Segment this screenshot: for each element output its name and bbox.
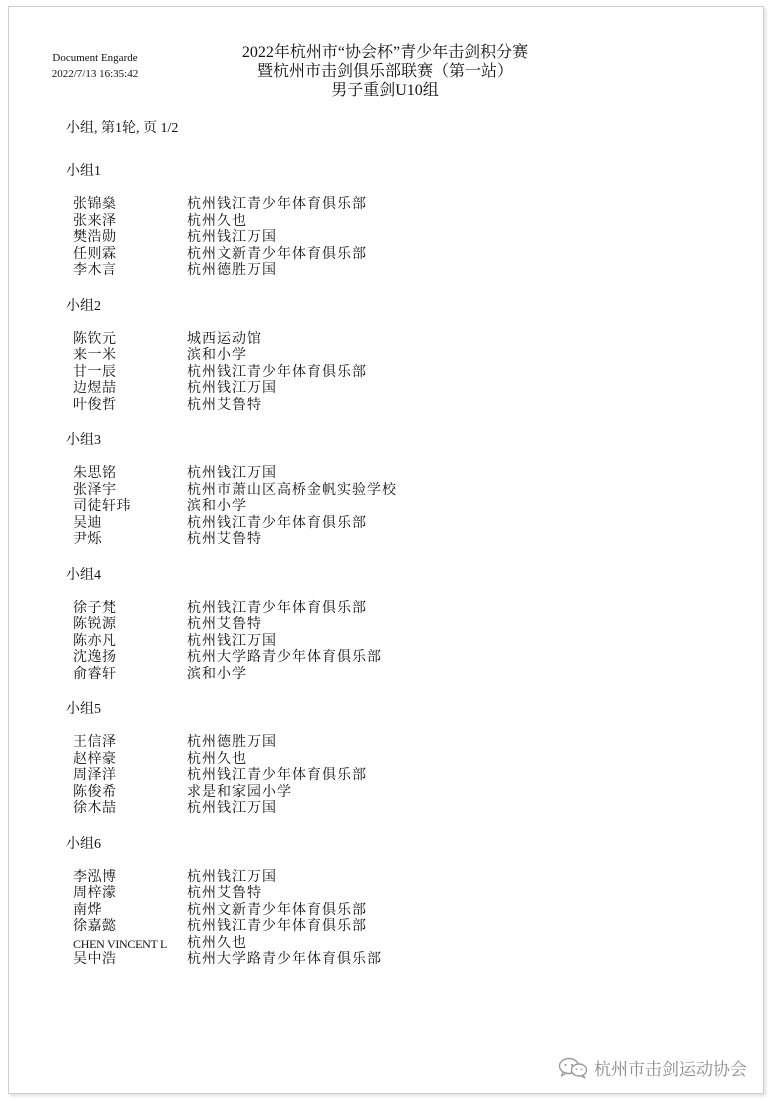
- fencer-row: [66, 601, 726, 618]
- fencer-club: 杭州大学路青少年体育俱乐部: [187, 952, 382, 967]
- fencer-row: [66, 263, 726, 280]
- fencer-name: 周泽洋: [73, 768, 117, 783]
- pool-group: [66, 163, 726, 280]
- fencer-name: 来一米: [73, 348, 117, 363]
- fencer-club: 城西运动馆: [187, 331, 262, 347]
- fencer-club: 杭州钱江青少年体育俱乐部: [187, 919, 367, 934]
- pool-list: [66, 163, 726, 987]
- fencer-row: [66, 936, 726, 953]
- pool-members: [66, 197, 726, 280]
- fencer-club: 杭州文新青少年体育俱乐部: [187, 246, 367, 262]
- fencer-row: [66, 903, 726, 920]
- fencer-club: 杭州德胜万国: [187, 735, 277, 750]
- fencer-club: 杭州市萧山区高桥金帆实验学校: [187, 482, 397, 498]
- fencer-row: [66, 735, 726, 752]
- fencer-name: CHEN VINCENT L: [73, 936, 168, 951]
- fencer-row: [66, 247, 726, 264]
- fencer-row: [66, 332, 726, 349]
- wechat-icon: [558, 1057, 588, 1079]
- fencer-row: [66, 617, 726, 634]
- fencer-club: 杭州艾鲁特: [187, 532, 262, 547]
- fencer-name: 吴迪: [73, 515, 102, 531]
- pool-group: [66, 567, 726, 684]
- fencer-row: [66, 650, 726, 667]
- fencer-name: 徐子梵: [73, 600, 117, 616]
- pool-title: 小组3: [66, 433, 101, 448]
- fencer-name: 俞睿轩: [73, 666, 117, 682]
- fencer-club: 杭州钱江万国: [187, 801, 277, 816]
- pool-title: 小组5: [66, 702, 101, 717]
- pool-group: [66, 701, 726, 818]
- fencer-row: [66, 870, 726, 887]
- fencer-name: 赵梓豪: [73, 751, 117, 767]
- fencer-row: [66, 230, 726, 247]
- fencer-row: [66, 752, 726, 769]
- pool-members: [66, 735, 726, 818]
- fencer-name: 朱思铭: [73, 466, 117, 481]
- document-meta: [40, 50, 150, 82]
- pool-title: 小组4: [66, 567, 101, 583]
- fencer-name: 任则霖: [73, 246, 117, 262]
- fencer-name: 樊浩勋: [73, 230, 117, 245]
- fencer-club: 杭州艾鲁特: [187, 886, 262, 901]
- fencer-row: [66, 886, 726, 903]
- pool-title: 小组6: [66, 836, 101, 852]
- pool-members: [66, 601, 726, 684]
- fencer-club: 滨和小学: [187, 348, 247, 363]
- fencer-club: 杭州久也: [187, 751, 247, 767]
- fencer-club: 杭州大学路青少年体育俱乐部: [187, 650, 382, 665]
- fencer-name: 吴中浩: [73, 952, 117, 967]
- fencer-club: 滨和小学: [187, 666, 247, 682]
- pool-members: [66, 466, 726, 549]
- fencer-name: 李木言: [73, 263, 117, 278]
- round-info: 小组, 第1轮, 页 1/2: [66, 121, 179, 136]
- fencer-club: 求是和家园小学: [187, 784, 292, 800]
- fencer-club: 杭州钱江万国: [187, 633, 277, 649]
- fencer-name: 李泓博: [73, 869, 117, 885]
- fencer-name: 张来泽: [73, 213, 117, 229]
- fencer-name: 陈亦凡: [73, 633, 117, 649]
- fencer-name: 沈逸扬: [73, 650, 117, 665]
- fencer-club: 杭州钱江万国: [187, 230, 277, 245]
- fencer-row: [66, 919, 726, 936]
- title-line-1: 2022年杭州市“协会杯”青少年击剑积分赛: [241, 44, 529, 61]
- fencer-row: [66, 768, 726, 785]
- fencer-club: 杭州久也: [187, 935, 247, 951]
- fencer-row: [66, 499, 726, 516]
- fencer-club: 杭州文新青少年体育俱乐部: [187, 902, 367, 918]
- fencer-name: 甘一辰: [73, 364, 117, 380]
- pool-members: [66, 332, 726, 415]
- fencer-row: [66, 348, 726, 365]
- document-title: [190, 43, 580, 100]
- fencer-name: 边煜喆: [73, 381, 117, 396]
- fencer-club: 杭州钱江青少年体育俱乐部: [187, 600, 367, 616]
- fencer-club: 杭州艾鲁特: [187, 397, 262, 413]
- fencer-club: 杭州钱江青少年体育俱乐部: [187, 197, 367, 212]
- watermark-text: 杭州市击剑运动协会: [594, 1060, 747, 1080]
- fencer-name: 张泽宇: [73, 482, 117, 498]
- fencer-name: 叶俊哲: [73, 397, 117, 413]
- fencer-club: 杭州钱江青少年体育俱乐部: [187, 364, 367, 380]
- title-line-3: 男子重剑U10组: [331, 82, 439, 99]
- pool-group: [66, 836, 726, 969]
- fencer-name: 周梓濛: [73, 886, 117, 901]
- pool-title: 小组2: [66, 298, 101, 314]
- fencer-row: [66, 365, 726, 382]
- fencer-row: [66, 197, 726, 214]
- pool-title: 小组1: [66, 164, 101, 179]
- fencer-row: [66, 516, 726, 533]
- pool-members: [66, 870, 726, 969]
- pool-group: [66, 298, 726, 415]
- fencer-row: [66, 466, 726, 483]
- fencer-name: 王信泽: [73, 735, 117, 750]
- fencer-name: 司徒轩玮: [73, 499, 131, 514]
- fencer-name: 徐木喆: [73, 801, 117, 816]
- fencer-name: 陈俊希: [73, 784, 117, 800]
- fencer-row: [66, 483, 726, 500]
- fencer-club: 杭州钱江万国: [187, 466, 277, 481]
- fencer-row: [66, 214, 726, 231]
- fencer-club: 杭州钱江青少年体育俱乐部: [187, 768, 367, 783]
- fencer-row: [66, 785, 726, 802]
- fencer-name: 徐嘉懿: [73, 919, 117, 934]
- pool-group: [66, 432, 726, 549]
- fencer-name: 尹烁: [73, 532, 102, 547]
- fencer-row: [66, 532, 726, 549]
- fencer-row: [66, 381, 726, 398]
- fencer-row: [66, 667, 726, 684]
- fencer-club: 杭州钱江万国: [187, 381, 277, 396]
- software-name: Document Engarde: [52, 52, 138, 64]
- title-line-2: 暨杭州市击剑俱乐部联赛（第一站）: [256, 63, 513, 80]
- fencer-club: 杭州艾鲁特: [187, 617, 262, 632]
- fencer-name: 张锦燊: [73, 197, 117, 212]
- fencer-club: 杭州钱江青少年体育俱乐部: [187, 515, 367, 531]
- fencer-row: [66, 634, 726, 651]
- fencer-club: 杭州钱江万国: [187, 869, 277, 885]
- fencer-name: 陈锐源: [73, 617, 117, 632]
- fencer-row: [66, 398, 726, 415]
- print-datetime: 2022/7/13 16:35:42: [51, 68, 139, 80]
- fencer-row: [66, 952, 726, 969]
- fencer-club: 杭州德胜万国: [187, 263, 277, 278]
- watermark: [558, 1055, 747, 1080]
- fencer-club: 滨和小学: [187, 499, 247, 514]
- fencer-row: [66, 801, 726, 818]
- fencer-name: 南烨: [73, 902, 102, 918]
- fencer-name: 陈钦元: [73, 331, 117, 347]
- fencer-club: 杭州久也: [187, 213, 247, 229]
